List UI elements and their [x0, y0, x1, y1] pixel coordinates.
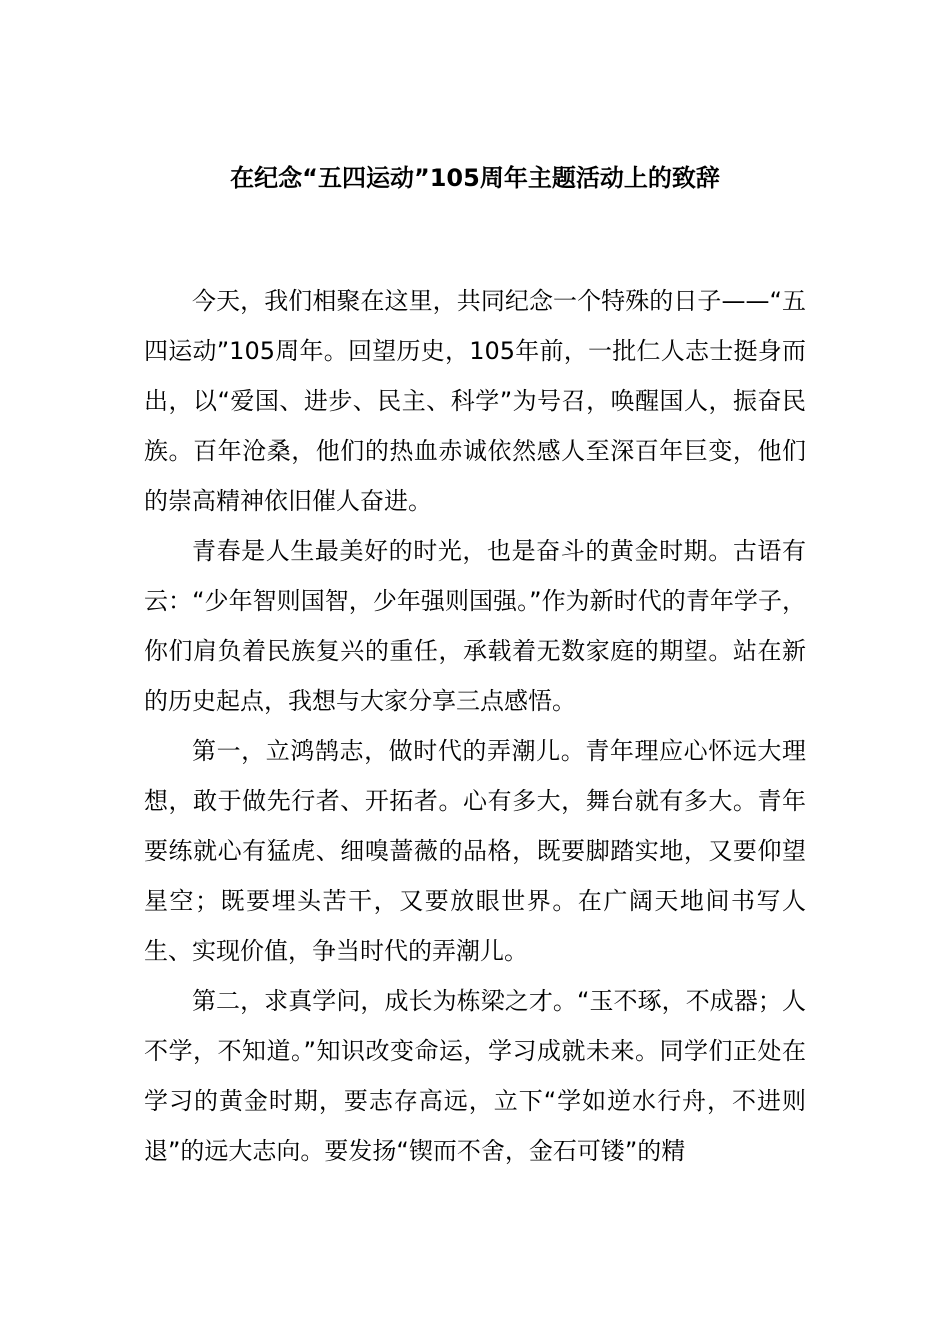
paragraph-1: 今天，我们相聚在这里，共同纪念一个特殊的日子——“五四运动”105周年。回望历史，105年前，一批仁人志士挺身而出，以“爱国、进步、民主、科学”为号召，唤醒国人，振奋民族。百年沧桑，他们的热血赤诚依然感人至深百年巨变，他们的崇高精神依旧催人奋进。: [144, 287, 806, 515]
document-body: [144, 276, 806, 1176]
document-title: 在纪念“五四运动”105周年主题活动上的致辞: [230, 164, 720, 192]
paragraph-4: 第二，求真学问，成长为栋梁之才。“玉不琢，不成器；人不学，不知道。”知识改变命运，学习成就未来。同学们正处在学习的黄金时期，要志存高远，立下“学如逆水行舟，不进则退”的远大志向。要发扬“锲而不舍，金石可镂”的精: [144, 987, 806, 1165]
paragraph-2: 青春是人生最美好的时光，也是奋斗的黄金时期。古语有云：“少年智则国智，少年强则国强。”作为新时代的青年学子，你们肩负着民族复兴的重任，承载着无数家庭的期望。站在新的历史起点，我想与大家分享三点感悟。: [144, 537, 806, 715]
paragraph-3: 第一，立鸿鹄志，做时代的弄潮儿。青年理应心怀远大理想，敢于做先行者、开拓者。心有多大，舞台就有多大。青年要练就心有猛虎、细嗅蔷薇的品格，既要脚踏实地，又要仰望星空；既要埋头苦干，又要放眼世界。在广阔天地间书写人生、实现价值，争当时代的弄潮儿。: [144, 737, 806, 965]
